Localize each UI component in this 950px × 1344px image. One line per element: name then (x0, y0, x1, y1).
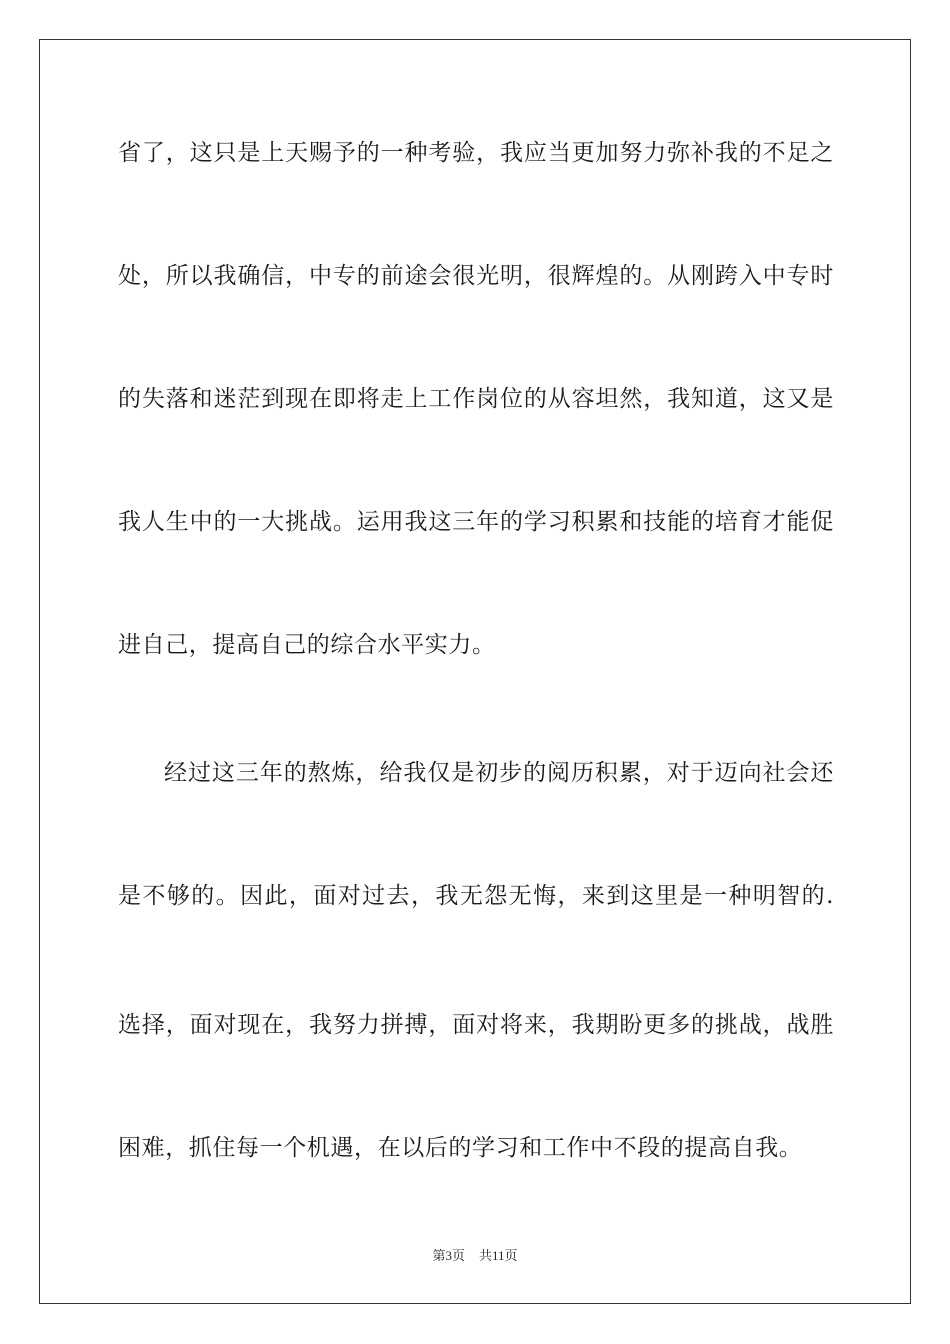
page-footer (0, 1248, 950, 1264)
text-line: 的失落和迷茫到现在即将走上工作岗位的从容坦然，我知道，这又是 (118, 386, 834, 412)
text-line: 困难，抓住每一个机遇，在以后的学习和工作中不段的提高自我。 (118, 1135, 803, 1161)
text-line: 处，所以我确信，中专的前途会很光明，很辉煌的。从刚跨入中专时 (118, 263, 834, 289)
text-line: 我人生中的一大挑战。运用我这三年的学习积累和技能的培育才能促 (118, 509, 834, 535)
total-pages: 共11页 (478, 1248, 518, 1263)
text-line: 省了，这只是上天赐予的一种考验，我应当更加努力弥补我的不足之 (118, 140, 834, 166)
text-line: 选择，面对现在，我努力拼搏，面对将来，我期盼更多的挑战，战胜 (118, 1012, 834, 1038)
text-line-indented: 经过这三年的熬炼，给我仅是初步的阅历积累，对于迈向社会还 (164, 760, 834, 786)
page-border (39, 39, 911, 1304)
text-line: 进自己，提高自己的综合水平实力。 (118, 632, 496, 658)
text-line: 是不够的。因此，面对过去，我无怨无悔，来到这里是一种明智的. (118, 883, 834, 909)
page-number: 第3页 (432, 1248, 465, 1263)
